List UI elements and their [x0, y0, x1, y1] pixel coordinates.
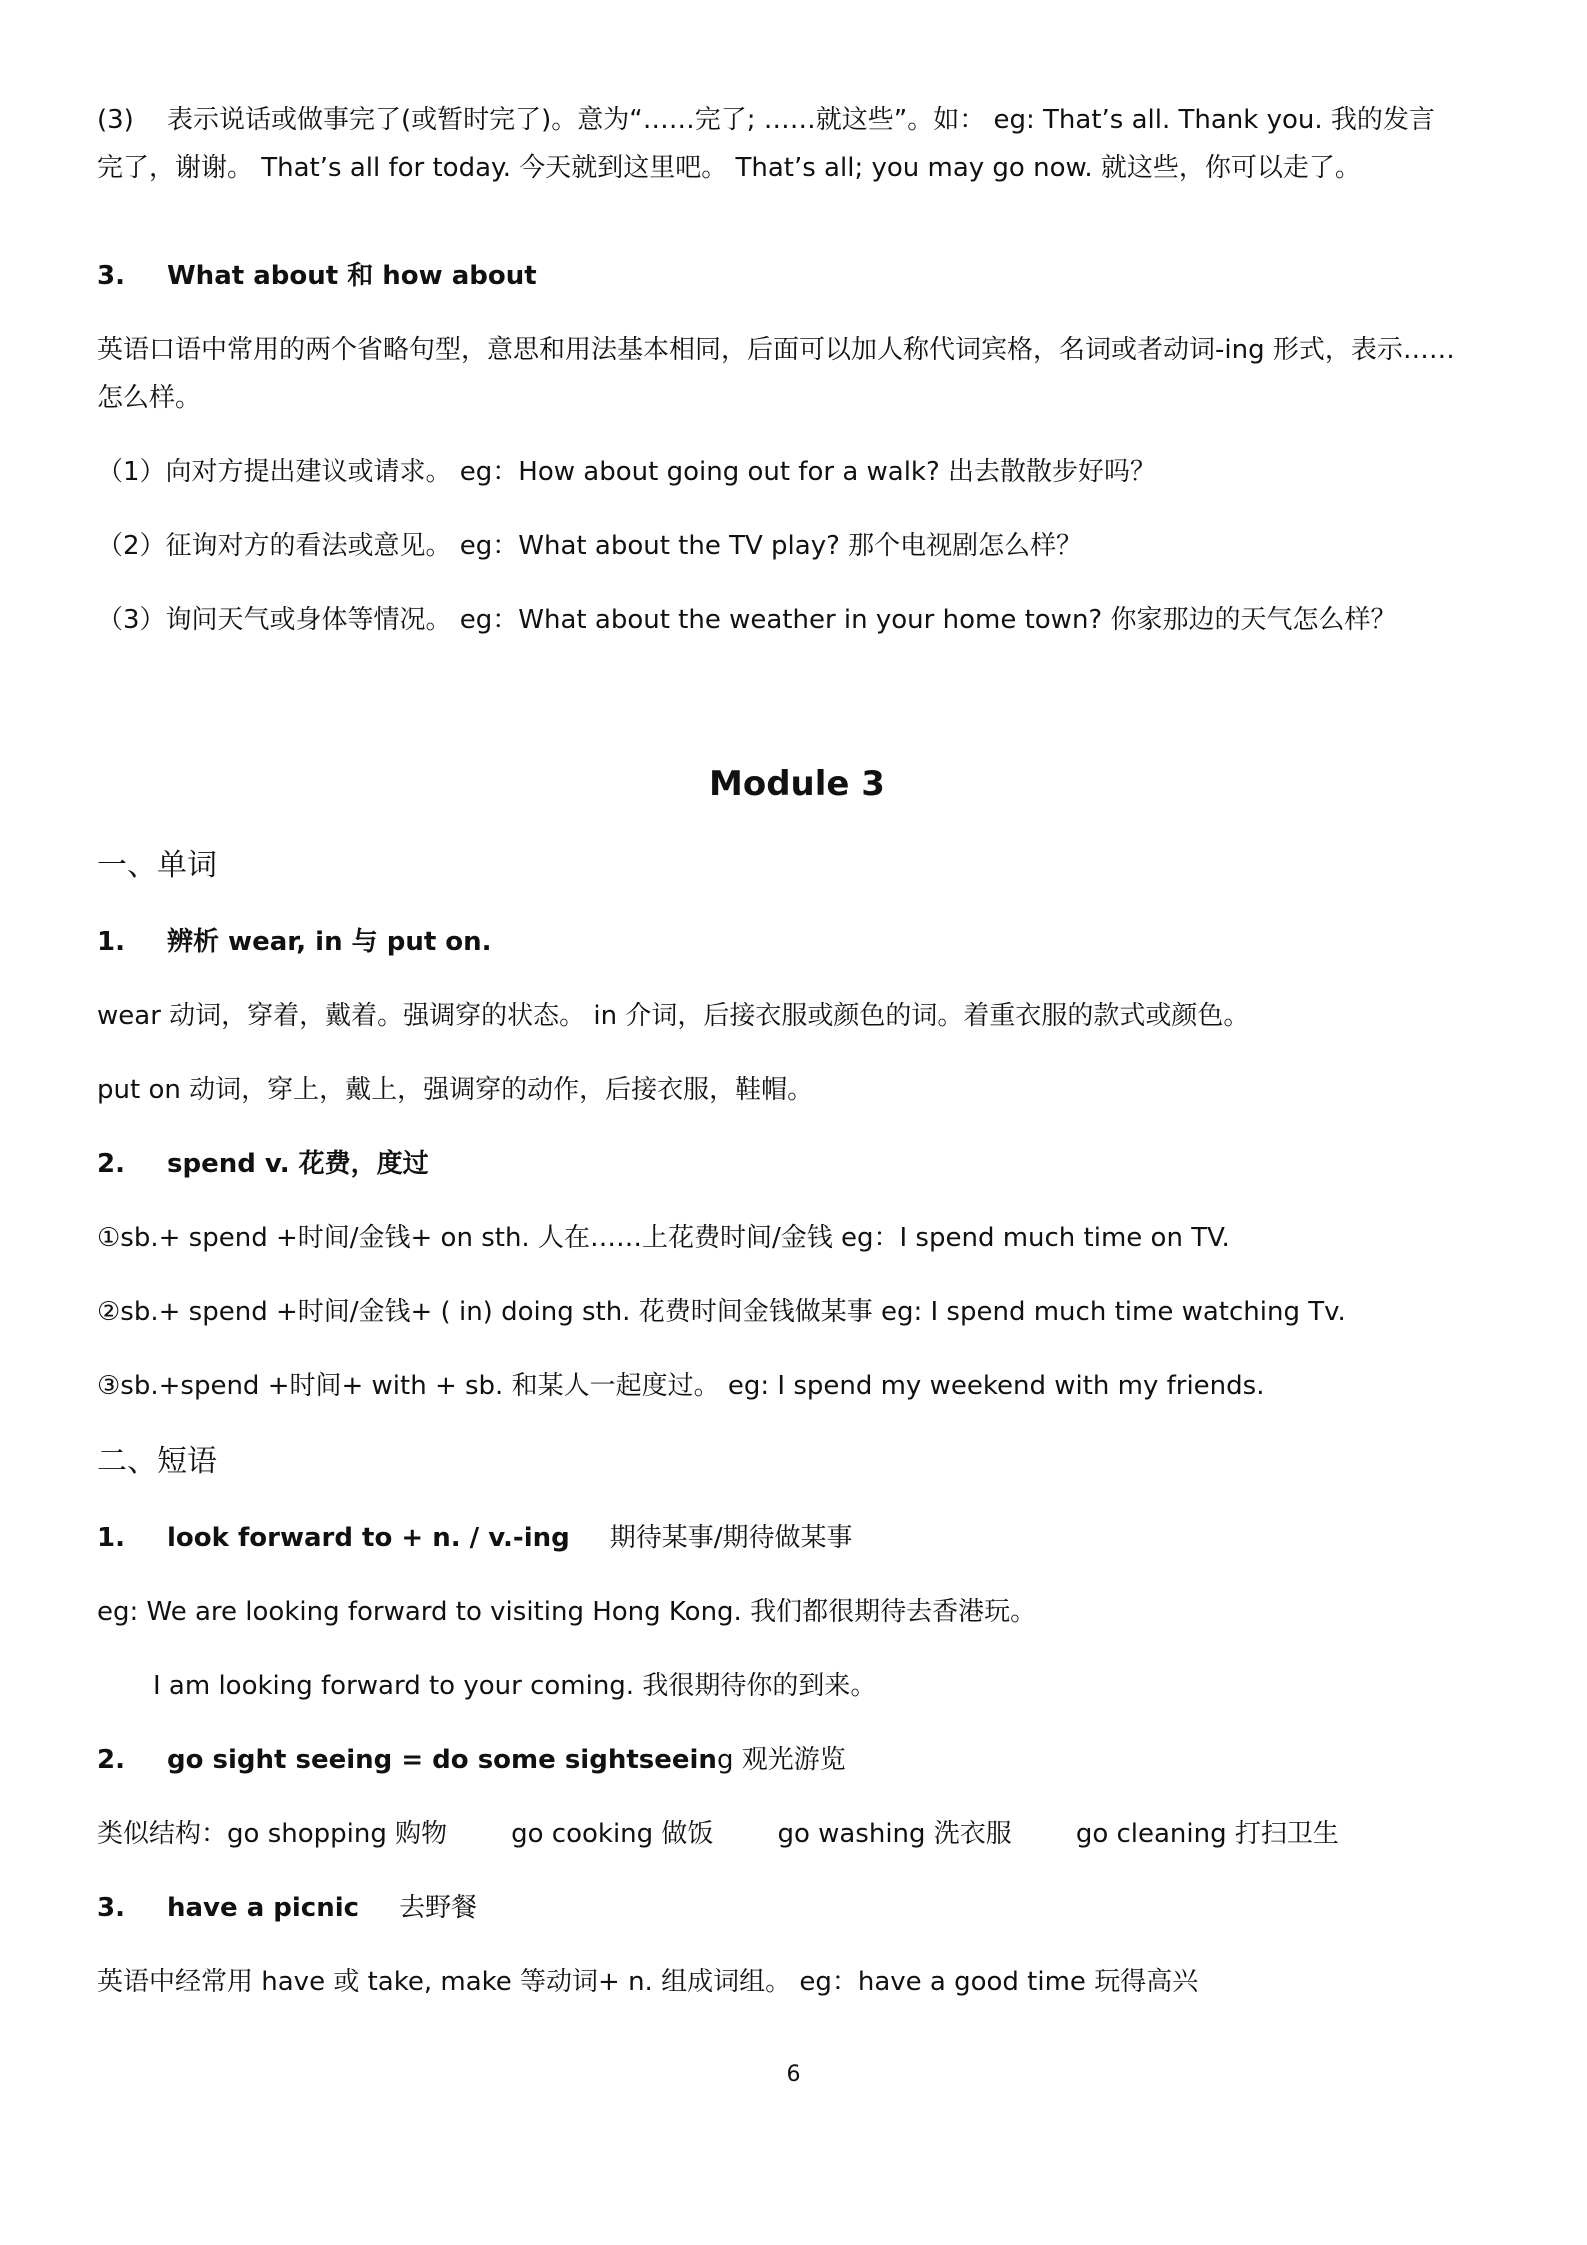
word-1-heading [97, 918, 1497, 966]
phrase-text: have a picnic [167, 1893, 360, 1923]
phrase-text: go sight seeing = do some sightseein [167, 1745, 717, 1775]
module-title: Module 3 [709, 764, 885, 804]
paragraph-3-line-1 [97, 96, 1497, 144]
phrase-3-desc: 英语中经常用 have 或 take, make 等动词+ n. 组成词组。 eg：have a good time 玩得高兴 [97, 1967, 1199, 1997]
phrase-meaning: 期待某事/期待做某事 [609, 1523, 853, 1553]
what-about-desc-line-2: 怎么样。 [97, 383, 202, 413]
phrase-text: look forward to + n. / v.-ing [167, 1523, 570, 1553]
what-about-desc-line-1: 英语口语中常用的两个省略句型，意思和用法基本相同，后面可以加人称代词宾格，名词或者动词-ing 形式，表示…… [97, 335, 1455, 365]
paragraph-3-line-2: 完了，谢谢。 That’s all for today. 今天就到这里吧。 That’s all; you may go now. 就这些，你可以走了。 [97, 153, 1361, 183]
word-1-line-2: put on 动词，穿上，戴上，强调穿的动作，后接衣服，鞋帽。 [97, 1075, 814, 1105]
heading-text: 辨析 wear, in 与 put on. [167, 927, 492, 957]
item-number: 2. [97, 1149, 125, 1179]
item-number: 3. [97, 261, 125, 291]
item-number: 3. [97, 1893, 125, 1923]
phrase-meaning: g 观光游览 [716, 1745, 846, 1775]
section-heading-words: 一、单词 [97, 848, 217, 883]
page-content [97, 96, 1497, 2006]
heading-text: spend v. 花费，度过 [167, 1149, 429, 1179]
what-about-item-2: （2）征询对方的看法或意见。 eg：What about the TV play? 那个电视剧怎么样？ [97, 531, 1083, 561]
word-2-heading [97, 1140, 1497, 1188]
what-about-item-3: （3）询问天气或身体等情况。 eg：What about the weather in your home town? 你家那边的天气怎么样？ [97, 605, 1397, 635]
phrase-1-example-2: I am looking forward to your coming. 我很期待你的到来。 [153, 1671, 877, 1701]
what-about-item-1: （1）向对方提出建议或请求。 eg：How about going out for a walk? 出去散散步好吗？ [97, 457, 1157, 487]
similar-item: go shopping 购物 [227, 1819, 448, 1849]
spend-usage-1: ①sb.+ spend +时间/金钱+ on sth. 人在……上花费时间/金钱 eg：I spend much time on TV. [97, 1223, 1230, 1253]
phrase-3-heading [97, 1884, 1497, 1932]
spend-usage-2: ②sb.+ spend +时间/金钱+ ( in) doing sth. 花费时间金钱做某事 eg: I spend much time watching Tv. [97, 1297, 1346, 1327]
phrase-1-example-1: eg: We are looking forward to visiting Hong Kong. 我们都很期待去香港玩。 [97, 1597, 1037, 1627]
spend-usage-3: ③sb.+spend +时间+ with + sb. 和某人一起度过。 eg: I spend my weekend with my friends. [97, 1371, 1265, 1401]
word-1-line-1: wear 动词，穿着，戴着。强调穿的状态。 in 介词，后接衣服或颜色的词。着重衣服的款式或颜色。 [97, 1001, 1250, 1031]
similar-item: go cleaning 打扫卫生 [1075, 1819, 1339, 1849]
similar-label: 类似结构： [97, 1819, 228, 1849]
section-heading-phrases: 二、短语 [97, 1444, 217, 1479]
phrase-2-heading [97, 1736, 1497, 1784]
phrase-1-heading [97, 1514, 1497, 1562]
similar-structures [97, 1810, 1497, 1858]
similar-item: go washing 洗衣服 [777, 1819, 1012, 1849]
paragraph-text: 表示说话或做事完了(或暂时完了)。意为“……完了; ……就这些”。如： eg: That’s all. Thank you. 我的发言 [167, 105, 1435, 135]
item-number: 1. [97, 1523, 125, 1553]
what-about-heading [97, 252, 1497, 300]
item-number: 2. [97, 1745, 125, 1775]
phrase-meaning: 去野餐 [399, 1893, 478, 1923]
heading-text: What about 和 how about [167, 261, 537, 291]
item-number: 1. [97, 927, 125, 957]
page-number: 6 [786, 2062, 801, 2087]
similar-item: go cooking 做饭 [511, 1819, 714, 1849]
item-number: (3) [97, 105, 134, 135]
